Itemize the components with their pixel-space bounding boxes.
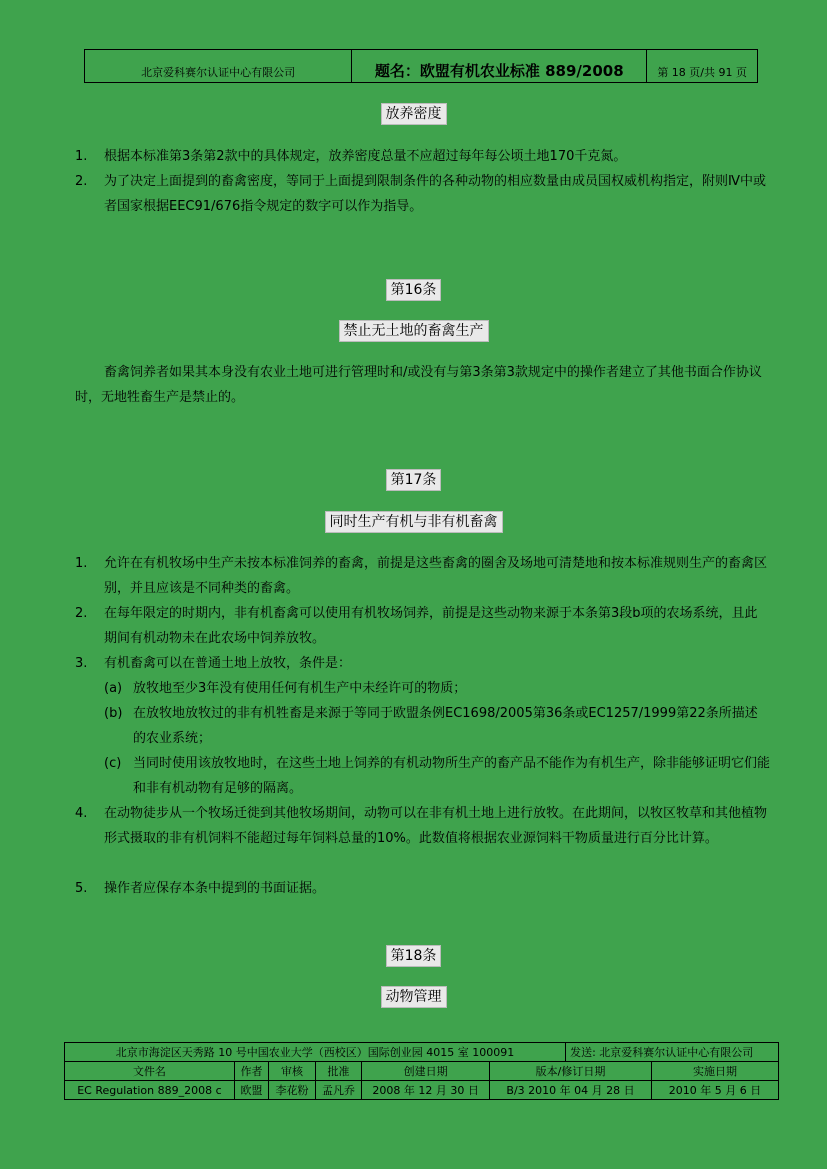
page-header <box>84 49 758 83</box>
footer-header-cell: 版本/修订日期 <box>490 1062 652 1081</box>
article-16-label: 第16条 <box>0 279 827 299</box>
article-17-label: 第17条 <box>0 469 827 489</box>
footer-value-cell: 李花粉 <box>269 1081 316 1100</box>
list-item-text: 在动物徒步从一个牧场迁徙到其他牧场期间，动物可以在非有机土地上进行放牧。在此期间，以牧区牧草和其他植物形式摄取的非有机饲料不能超过每年饲料总量的10%。此数值将根据农业源饲料干物质量进行百分比计算。 <box>104 806 768 846</box>
footer-value-cell: 2010 年 5 月 6 日 <box>651 1081 778 1100</box>
section-heading-stocking: 放养密度 <box>0 103 827 123</box>
footer-header-cell: 批准 <box>315 1062 362 1081</box>
footer-value-cell: EC Regulation 889_2008 c <box>65 1081 235 1100</box>
list-item-number: 5. <box>75 881 88 896</box>
footer-address: 北京市海淀区天秀路 10 号中国农业大学（西校区）国际创业园 4015 室 100091 <box>65 1043 566 1062</box>
header-company: 北京爱科赛尔认证中心有限公司 <box>85 50 352 82</box>
footer-value-cell: 欧盟 <box>234 1081 268 1100</box>
list-item-number: 4. <box>75 806 88 821</box>
list-item-number: 2. <box>75 174 88 189</box>
article-18-label: 第18条 <box>0 945 827 965</box>
list-item-text: 根据本标准第3条第2款中的具体规定，放养密度总量不应超过每年每公顷土地170千克氮。 <box>104 149 627 164</box>
sub-item-text: 当同时使用该放牧地时，在这些土地上饲养的有机动物所生产的畜产品不能作为有机生产，除非能够证明它们能和非有机动物有足够的隔离。 <box>133 756 771 796</box>
footer-header-cell: 作者 <box>234 1062 268 1081</box>
footer-header-cell: 创建日期 <box>362 1062 490 1081</box>
header-title: 题名：欧盟有机农业标准 889/2008 <box>352 50 647 82</box>
list-item-number: 2. <box>75 606 88 621</box>
footer-value-cell: 2008 年 12 月 30 日 <box>362 1081 490 1100</box>
list-item-number: 3. <box>75 656 88 671</box>
article-16-heading: 禁止无土地的畜禽生产 <box>0 320 827 340</box>
footer-send-to: 发送: 北京爱科赛尔认证中心有限公司 <box>566 1043 779 1062</box>
footer-value-cell: B/3 2010 年 04 月 28 日 <box>490 1081 652 1100</box>
article-18-heading: 动物管理 <box>0 986 827 1006</box>
list-item-number: 1. <box>75 149 88 164</box>
footer-header-cell: 文件名 <box>65 1062 235 1081</box>
list-item-text: 为了决定上面提到的畜禽密度，等同于上面提到限制条件的各种动物的相应数量由成员国权威机构指定，附则Ⅳ中或者国家根据EEC91/676指令规定的数字可以作为指导。 <box>104 174 766 214</box>
sub-item-text: 在放牧地放牧过的非有机牲畜是来源于等同于欧盟条例EC1698/2005第36条或EC1257/1999第22条所描述的农业系统； <box>133 706 758 746</box>
footer-header-cell: 审核 <box>269 1062 316 1081</box>
article-16-paragraph: 畜禽饲养者如果其本身没有农业土地可进行管理时和/或没有与第3条第3款规定中的操作者建立了其他书面合作协议时，无地牲畜生产是禁止的。 <box>75 365 762 405</box>
footer-value-cell: 孟凡乔 <box>315 1081 362 1100</box>
list-item-text: 在每年限定的时期内，非有机畜禽可以使用有机牧场饲养，前提是这些动物来源于本条第3段b项的农场系统，且此期间有机动物未在此农场中饲养放牧。 <box>104 606 758 646</box>
sub-item-number: (a) <box>104 681 123 696</box>
list-item-number: 1. <box>75 556 88 571</box>
footer-header-cell: 实施日期 <box>651 1062 778 1081</box>
document-footer-table <box>64 1042 779 1100</box>
list-item-text: 操作者应保存本条中提到的书面证据。 <box>104 881 326 896</box>
sub-item-text: 放牧地至少3年没有使用任何有机生产中未经许可的物质； <box>133 681 467 696</box>
sub-item-number: (c) <box>104 756 122 771</box>
article-17-heading: 同时生产有机与非有机畜禽 <box>0 511 827 531</box>
list-item-text: 有机畜禽可以在普通土地上放牧，条件是： <box>104 656 352 671</box>
header-page-number: 第 18 页/共 91 页 <box>657 66 747 79</box>
list-item-text: 允许在有机牧场中生产未按本标准饲养的畜禽，前提是这些畜禽的圈舍及场地可清楚地和按本标准规则生产的畜禽区别，并且应该是不同种类的畜禽。 <box>104 556 768 596</box>
sub-item-number: (b) <box>104 706 123 721</box>
